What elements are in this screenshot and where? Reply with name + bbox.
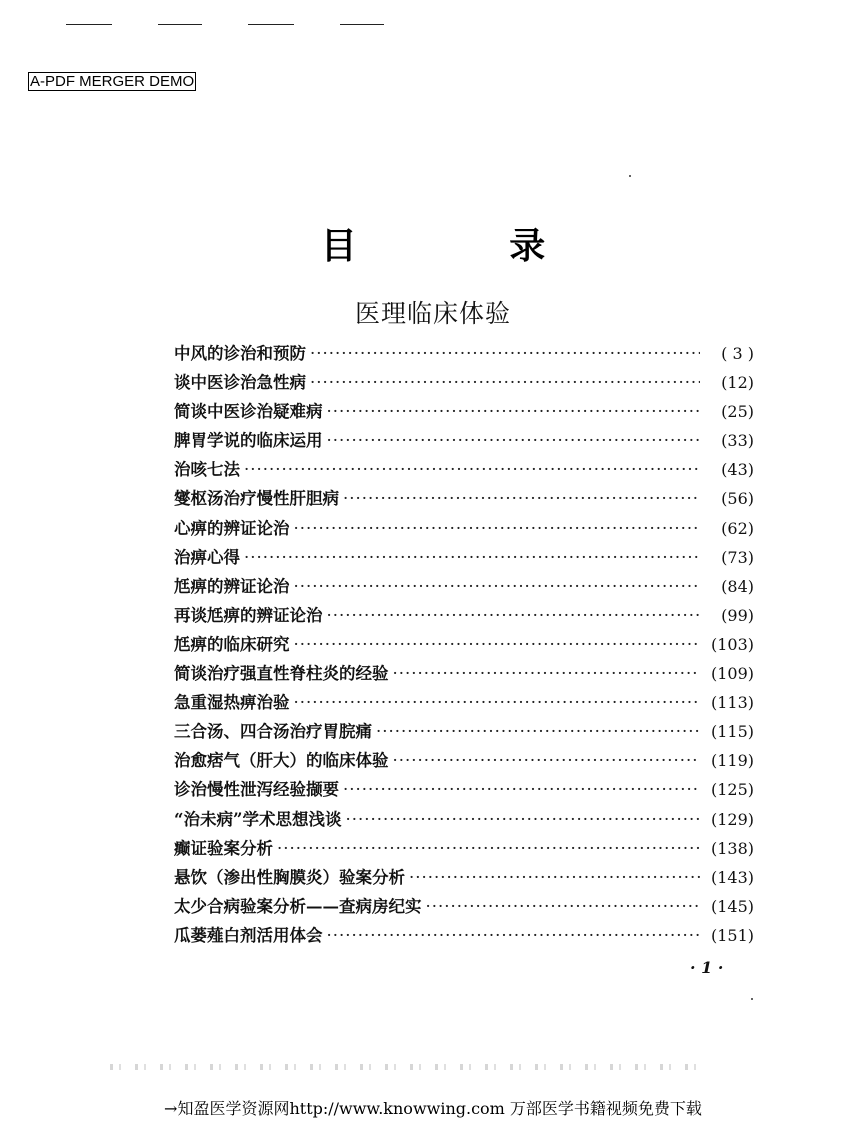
toc-entry-title: 再谈尪痹的辨证论治 <box>174 605 323 625</box>
toc-dot-leader <box>327 926 701 945</box>
toc-dot-leader <box>393 751 701 770</box>
toc-entry-page: (56) <box>721 489 754 509</box>
toc-entry-title: 治愈痞气（肝大）的临床体验 <box>174 751 389 771</box>
toc-entry[interactable] <box>174 456 754 485</box>
section-heading: 医理临床体验 <box>354 299 511 328</box>
toc-entry-title: 诊治慢性泄泻经验撷要 <box>174 780 339 800</box>
toc-entry-title: 尪痹的辨证论治 <box>174 576 290 596</box>
toc-dot-leader <box>294 693 701 712</box>
toc-entry-title: 谈中医诊治急性病 <box>174 373 306 393</box>
toc-dot-leader <box>393 664 701 683</box>
toc-entry[interactable] <box>174 835 754 864</box>
scan-speck <box>751 998 753 1000</box>
footer-source-note: →知盈医学资源网http://www.knowwing.com 万部医学书籍视频免费下载 <box>164 1099 702 1118</box>
header-rule <box>158 24 202 25</box>
toc-entry-title: 癫证验案分析 <box>174 838 273 858</box>
page-number: · 1 · <box>690 958 724 977</box>
toc-entry-title: 瓜蒌薤白剂活用体会 <box>174 925 323 945</box>
toc-dot-leader <box>310 373 700 392</box>
toc-entry[interactable] <box>174 922 754 951</box>
toc-entry-title: 心痹的辨证论治 <box>174 518 290 538</box>
toc-dot-leader <box>294 635 701 654</box>
toc-entry-title: 尪痹的临床研究 <box>174 634 290 654</box>
toc-entry-page: (62) <box>721 518 754 538</box>
toc-entry-page: (73) <box>721 547 754 567</box>
toc-entry[interactable] <box>174 602 754 631</box>
watermark-label: A-PDF MERGER DEMO <box>30 73 195 90</box>
toc-dot-leader <box>294 577 701 596</box>
toc-entry[interactable] <box>174 573 754 602</box>
toc-entry-title: “治未病”学术思想浅谈 <box>174 809 342 829</box>
toc-entry[interactable] <box>174 544 754 573</box>
toc-entry[interactable] <box>174 427 754 456</box>
toc-entry[interactable] <box>174 689 754 718</box>
header-rule <box>340 24 384 25</box>
toc-entry-page: ( 3 ) <box>721 344 754 363</box>
toc-dot-leader <box>343 489 700 508</box>
toc-dot-leader <box>244 548 700 567</box>
toc-entry[interactable] <box>174 806 754 835</box>
toc-dot-leader <box>244 460 700 479</box>
toc-entry-title: 悬饮（渗出性胸膜炎）验案分析 <box>174 867 405 887</box>
toc-entry-title: 简谈中医诊治疑难病 <box>174 402 323 422</box>
toc-entry[interactable] <box>174 747 754 776</box>
toc-entry-title: 三合汤、四合汤治疗胃脘痛 <box>174 722 372 742</box>
toc-entry-page: (113) <box>710 693 754 713</box>
toc-entry[interactable] <box>174 398 754 427</box>
toc-entry-page: (138) <box>710 838 754 858</box>
toc-entry[interactable] <box>174 660 754 689</box>
toc-entry-page: (25) <box>721 402 754 422</box>
toc-entry-title: 简谈治疗强直性脊柱炎的经验 <box>174 664 389 684</box>
toc-entry-page: (145) <box>710 896 754 916</box>
toc-entry[interactable] <box>174 718 754 747</box>
scan-noise-strip <box>110 1064 710 1070</box>
toc-dot-leader <box>277 839 700 858</box>
toc-entry-page: (125) <box>710 780 754 800</box>
toc-entry-page: (43) <box>721 460 754 480</box>
toc-entry-page: (103) <box>710 634 754 654</box>
toc-entry-title: 治痹心得 <box>174 547 240 567</box>
toc-dot-leader <box>426 897 701 916</box>
toc-entry[interactable] <box>174 515 754 544</box>
toc-entry[interactable] <box>174 340 754 369</box>
toc-dot-leader <box>327 431 701 450</box>
toc-entry-title: 燮枢汤治疗慢性肝胆病 <box>174 489 339 509</box>
scan-speck <box>629 175 631 177</box>
toc-entry[interactable] <box>174 631 754 660</box>
toc-dot-leader <box>376 722 700 741</box>
toc-entry-title: 脾胃学说的临床运用 <box>174 431 323 451</box>
toc-entry[interactable] <box>174 864 754 893</box>
toc-entry[interactable] <box>174 893 754 922</box>
header-rule <box>66 24 112 25</box>
toc-dot-leader <box>294 519 701 538</box>
toc-entry[interactable] <box>174 776 754 805</box>
toc-dot-leader <box>343 780 700 799</box>
toc-entry-title: 太少合病验案分析——查病房纪实 <box>174 896 422 916</box>
toc-entry[interactable] <box>174 485 754 514</box>
toc-dot-leader <box>327 606 701 625</box>
toc-entry-page: (33) <box>721 431 754 451</box>
page-title: 目 录 <box>320 226 616 267</box>
toc-entry-page: (115) <box>710 722 754 742</box>
toc-dot-leader <box>310 344 700 363</box>
toc-dot-leader <box>327 402 701 421</box>
toc-entry-page: (84) <box>721 576 754 596</box>
toc-entry-page: (119) <box>710 751 754 771</box>
toc-entry-page: (151) <box>710 925 754 945</box>
toc-entry-title: 中风的诊治和预防 <box>174 344 306 363</box>
toc-entry-title: 治咳七法 <box>174 460 240 480</box>
toc-entry-title: 急重湿热痹治验 <box>174 693 290 713</box>
toc-entry-page: (129) <box>710 809 754 829</box>
toc-entry[interactable] <box>174 369 754 398</box>
toc-entry-page: (99) <box>721 605 754 625</box>
header-rule <box>248 24 294 25</box>
toc-entry-page: (12) <box>721 373 754 393</box>
table-of-contents <box>174 340 754 951</box>
toc-entry-page: (109) <box>710 664 754 684</box>
toc-entry-page: (143) <box>710 867 754 887</box>
toc-dot-leader <box>345 810 700 829</box>
toc-dot-leader <box>409 868 700 887</box>
